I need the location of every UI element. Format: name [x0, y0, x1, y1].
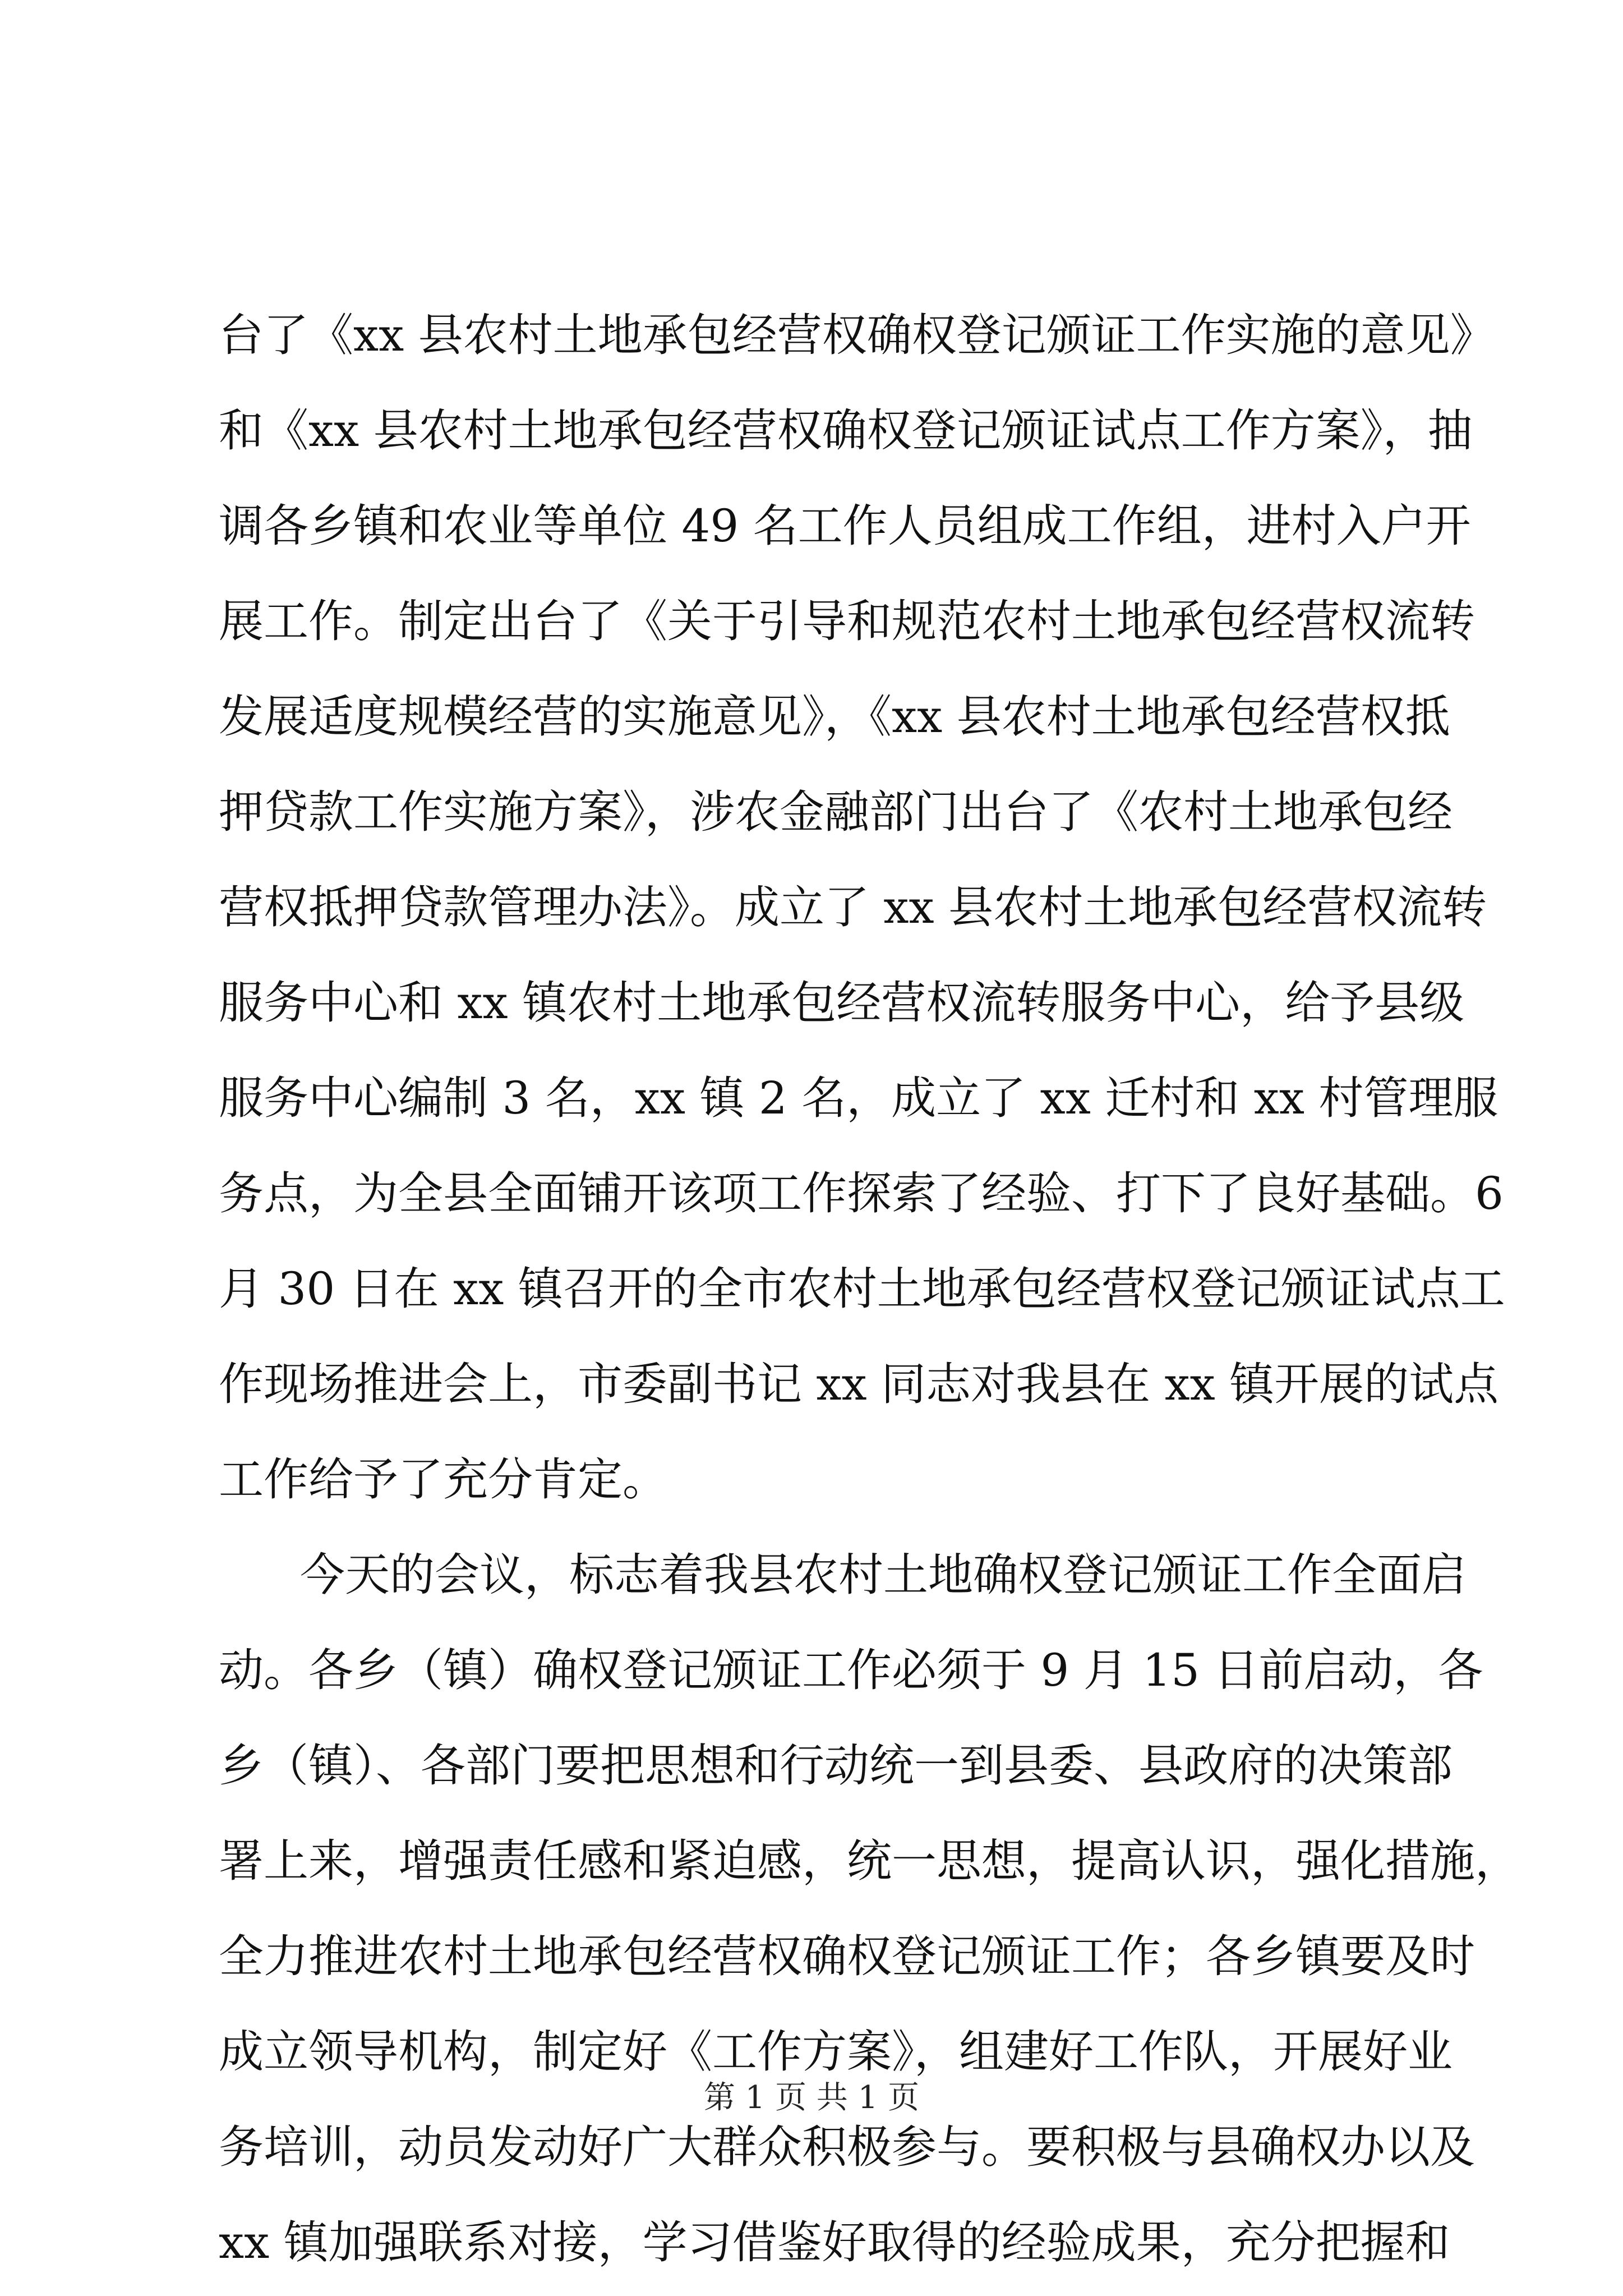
text-line: 服务中心和 xx 镇农村土地承包经营权流转服务中心，给予县级	[219, 977, 1465, 1029]
text-line: 营权抵押贷款管理办法》。成立了 xx 县农村土地承包经营权流转	[219, 881, 1487, 933]
text-line: xx 镇加强联系对接，学习借鉴好取得的经验成果，充分把握和	[219, 2216, 1450, 2269]
text-line: 和《xx 县农村土地承包经营权确权登记颁证试点工作方案》，抽	[219, 404, 1473, 457]
text-line: 展工作。制定出台了《关于引导和规范农村土地承包经营权流转	[219, 595, 1475, 647]
text-line: 发展适度规模经营的实施意见》，《xx 县农村土地承包经营权抵	[219, 691, 1450, 743]
text-line: 作现场推进会上，市委副书记 xx 同志对我县在 xx 镇开展的试点	[219, 1358, 1499, 1410]
text-line: 署上来，增强责任感和紧迫感，统一思想，提高认识，强化措施，	[219, 1835, 1520, 1887]
text-line: 台了《xx 县农村土地承包经营权确权登记颁证工作实施的意见》	[219, 309, 1495, 361]
page-footer: 第 1 页 共 1 页	[703, 2079, 920, 2116]
text-line: 押贷款工作实施方案》，涉农金融部门出台了《农村土地承包经	[219, 786, 1453, 838]
text-line: 务点，为全县全面铺开该项工作探索了经验、打下了良好基础。6	[219, 1167, 1504, 1220]
text-line: 工作给予了充分肯定。	[219, 1453, 667, 1506]
paragraph-first-line: 今天的会议，标志着我县农村土地确权登记颁证工作全面启	[300, 1549, 1467, 1601]
text-line: 成立领导机构，制定好《工作方案》，组建好工作队，开展好业	[219, 2026, 1453, 2078]
text-line: 动。各乡（镇）确权登记颁证工作必须于 9 月 15 日前启动，各	[219, 1644, 1483, 1696]
text-line: 调各乡镇和农业等单位 49 名工作人员组成工作组，进村入户开	[219, 500, 1471, 552]
text-line: 务培训，动员发动好广大群众积极参与。要积极与县确权办以及	[219, 2121, 1475, 2173]
text-line: 服务中心编制 3 名，xx 镇 2 名，成立了 xx 迁村和 xx 村管理服	[219, 1072, 1498, 1124]
text-line: 乡（镇）、各部门要把思想和行动统一到县委、县政府的决策部	[219, 1740, 1453, 1792]
text-line: 月 30 日在 xx 镇召开的全市农村土地承包经营权登记颁证试点工	[219, 1263, 1505, 1315]
text-line: 全力推进农村土地承包经营权确权登记颁证工作；各乡镇要及时	[219, 1930, 1475, 1982]
